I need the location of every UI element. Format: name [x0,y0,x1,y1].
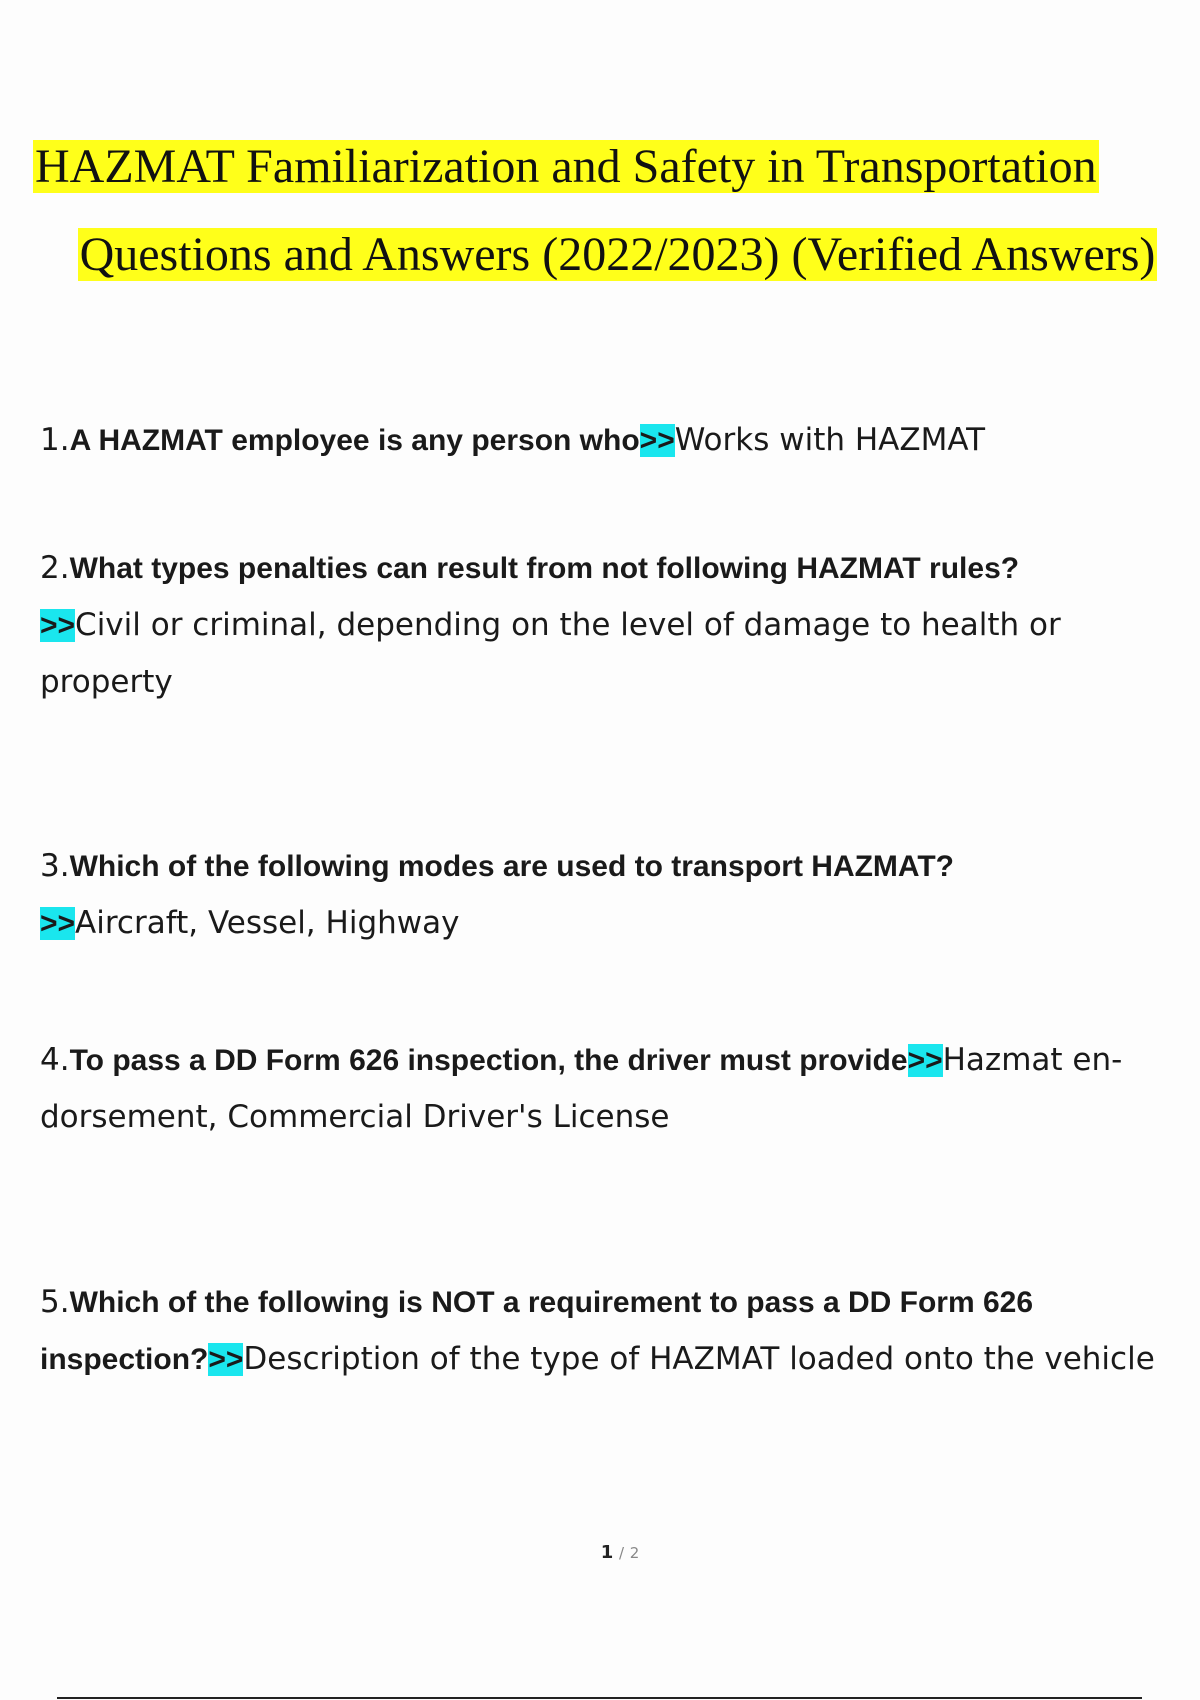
item-number: 5. [40,1284,70,1320]
qa-item-2 [40,540,1160,710]
item-number: 2. [40,550,70,586]
page-indicator [0,1542,1200,1563]
qa-item-1 [40,412,1160,469]
qa-item-3 [40,838,1160,952]
answer-marker: >> [639,424,675,457]
answer-text: Works with HAZMAT [674,422,986,458]
answer-text: Aircraft, Vessel, Highway [75,905,460,941]
answer-marker: >> [40,609,76,642]
page-bottom-rule [57,1697,1142,1699]
question-text: Which of the following is NOT a requirement to pass a DD Form 626 inspection? [40,1286,1034,1376]
item-number: 4. [40,1042,70,1078]
item-number: 3. [40,848,70,884]
answer-marker: >> [907,1044,943,1077]
qa-item-5 [40,1274,1160,1388]
question-text: Which of the following modes are used to transport HAZMAT? [69,850,955,883]
page-separator: / [618,1544,625,1562]
answer-text: Hazmat en- dorsement, Commercial Driver's License [40,1042,1123,1135]
question-text: A HAZMAT employee is any person who [69,424,640,457]
title-highlight-2: Questions and Answers (2022/2023) (Verified Answers) [79,228,1156,281]
qa-item-4 [40,1032,1160,1145]
question-text: What types penalties can result from not following HAZMAT rules? [69,552,1020,585]
answer-text: Description of the type of HAZMAT loaded onto the vehicle [243,1341,1155,1377]
answer-marker: >> [40,907,76,940]
item-number: 1. [40,422,70,458]
total-pages-number: 2 [629,1544,640,1562]
document-title-line-2 [0,224,1200,286]
answer-text: Civil or criminal, depending on the level of damage to health or property [40,607,1061,700]
current-page-number: 1 [600,1542,614,1563]
answer-marker: >> [208,1343,244,1376]
document-title-line-1 [33,136,1200,198]
title-highlight-1: HAZMAT Familiarization and Safety in Transportation [35,140,1097,193]
question-text: To pass a DD Form 626 inspection, the driver must provide [69,1044,908,1077]
